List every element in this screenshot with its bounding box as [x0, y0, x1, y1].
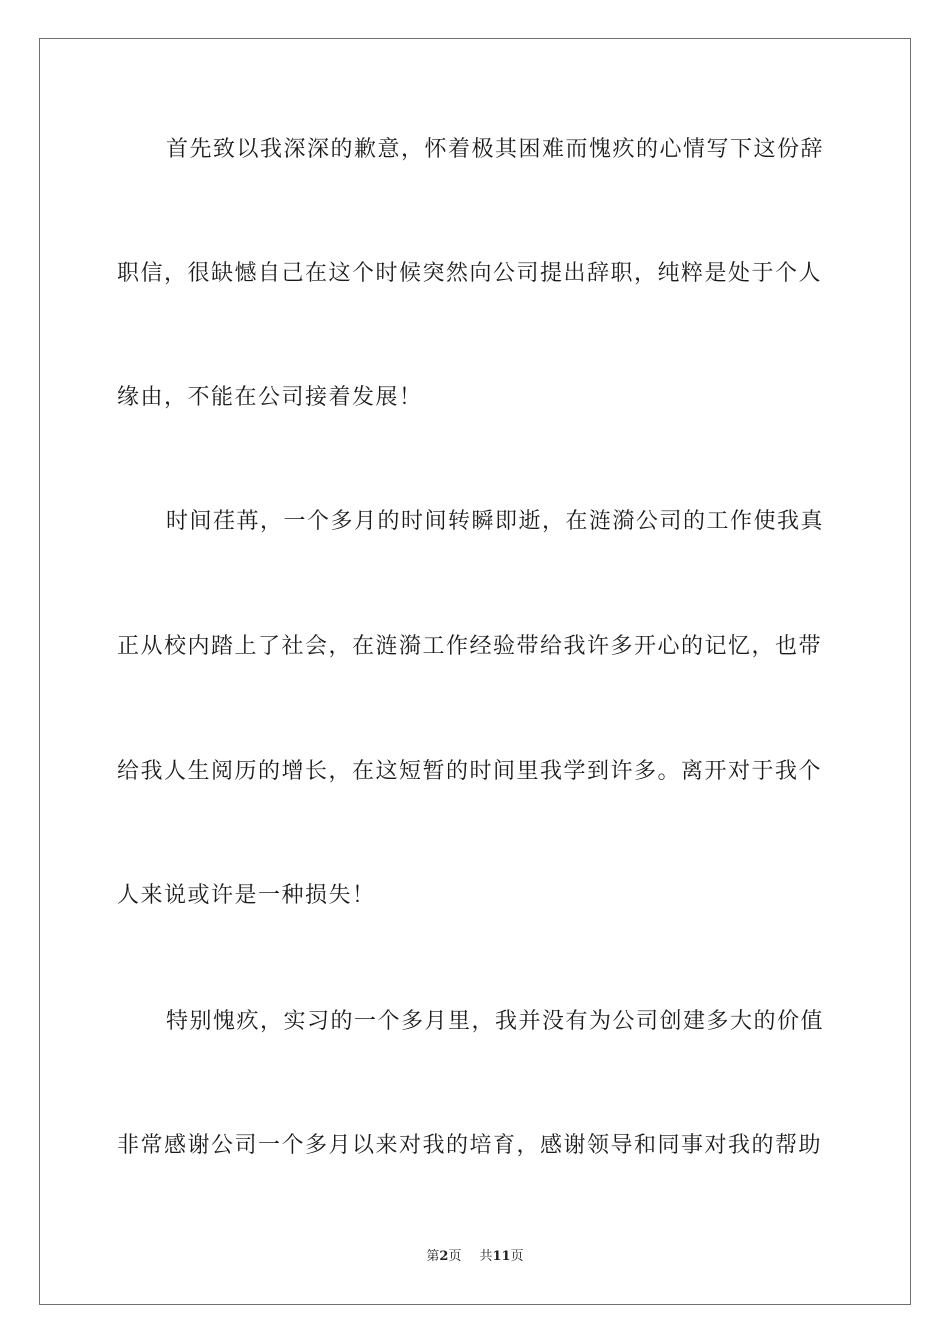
page-suffix: 页 — [448, 1249, 462, 1264]
total-suffix: 页 — [510, 1249, 524, 1264]
total-pages: 11 — [492, 1249, 511, 1264]
paragraph-2-line-1: 时间荏苒，一个多月的时间转瞬即逝，在涟漪公司的工作使我真 — [166, 509, 825, 534]
page-border — [39, 38, 911, 1305]
page-number: 2 — [439, 1249, 449, 1264]
paragraph-1-line-3: 缘由，不能在公司接着发展！ — [117, 385, 423, 410]
page-footer — [0, 1248, 950, 1266]
paragraph-3-line-1: 特别愧疚，实习的一个多月里，我并没有为公司创建多大的价值 — [166, 1009, 825, 1034]
paragraph-3-line-2: 非常感谢公司一个多月以来对我的培育，感谢领导和同事对我的帮助 — [117, 1133, 823, 1158]
page-prefix: 第 — [426, 1249, 440, 1264]
paragraph-1-line-1: 首先致以我深深的歉意，怀着极其困难而愧疚的心情写下这份辞 — [166, 137, 825, 162]
paragraph-2-line-4: 人来说或许是一种损失！ — [117, 883, 376, 908]
total-prefix: 共 — [479, 1249, 493, 1264]
paragraph-2-line-2: 正从校内踏上了社会，在涟漪工作经验带给我许多开心的记忆，也带 — [117, 634, 823, 659]
paragraph-2-line-3: 给我人生阅历的增长，在这短暂的时间里我学到许多。离开对于我个 — [117, 759, 823, 784]
paragraph-1-line-2: 职信，很缺憾自己在这个时候突然向公司提出辞职，纯粹是处于个人 — [117, 261, 823, 286]
